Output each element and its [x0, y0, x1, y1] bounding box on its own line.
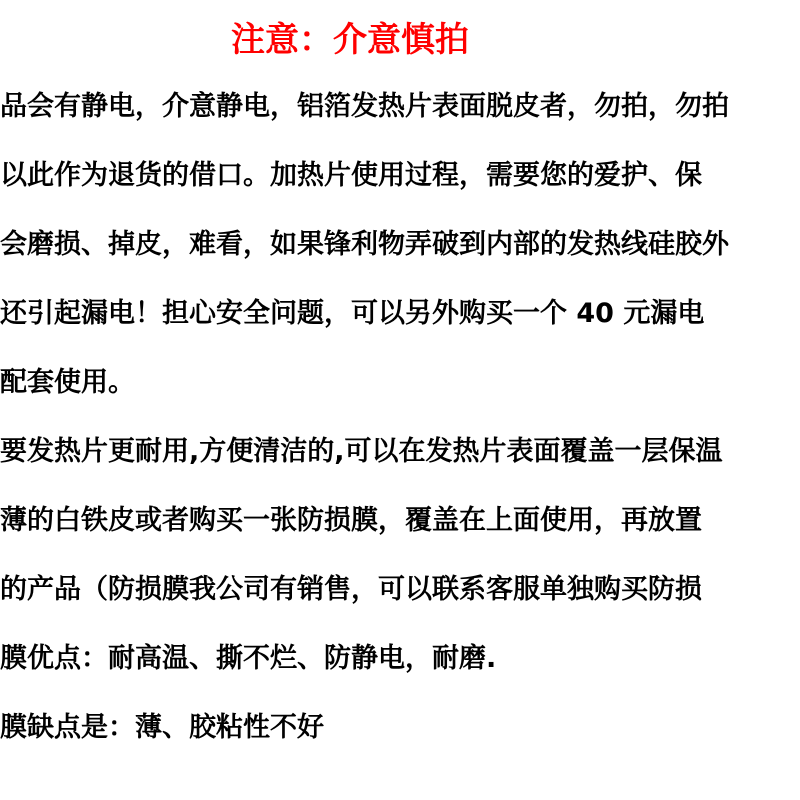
text-line: 会磨损、掉皮，难看，如果锋利物弄破到内部的发热线硅胶外: [0, 229, 729, 260]
text-line: 还引起漏电！担心安全问题，可以另外购买一个 40 元漏电: [0, 298, 705, 329]
notice-title: 注意：介意慎拍: [231, 20, 469, 60]
text-line: 以此作为退货的借口。加热片使用过程，需要您的爱护、保: [0, 160, 702, 191]
text-line: 膜优点：耐高温、撕不烂、防静电，耐磨.: [0, 643, 497, 674]
text-line: 膜缺点是：薄、胶粘性不好: [0, 712, 324, 743]
text-line: 品会有静电，介意静电，铝箔发热片表面脱皮者，勿拍，勿拍: [0, 91, 729, 122]
text-line: 配套使用。: [0, 367, 135, 398]
text-line: 要发热片更耐用,方便清洁的,可以在发热片表面覆盖一层保温: [0, 436, 723, 467]
text-line: 的产品（防损膜我公司有销售，可以联系客服单独购买防损: [0, 574, 702, 605]
text-line: 薄的白铁皮或者购买一张防损膜，覆盖在上面使用，再放置: [0, 505, 702, 536]
